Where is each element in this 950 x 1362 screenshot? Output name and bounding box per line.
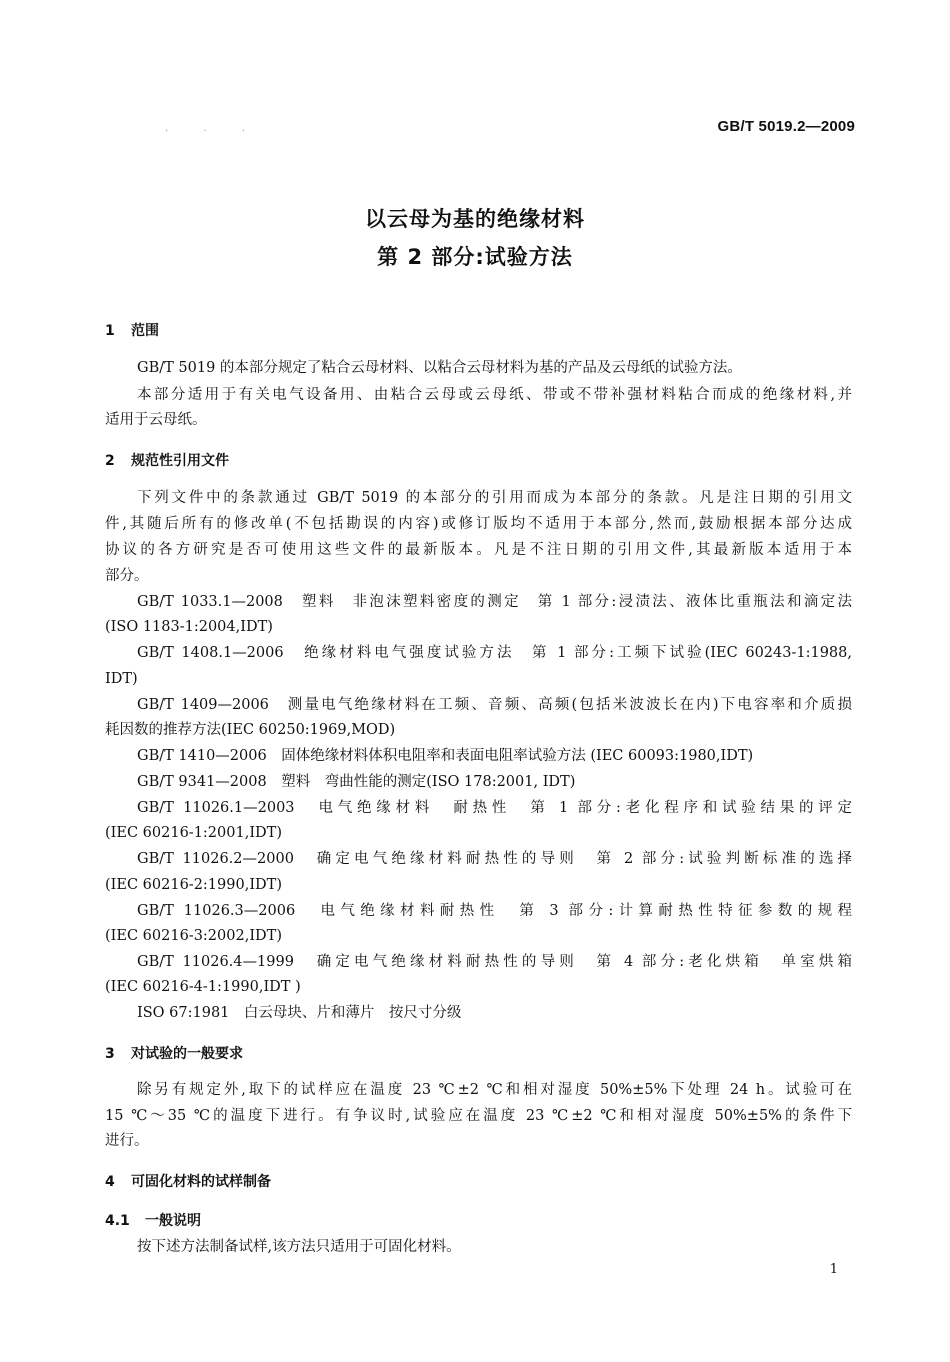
section-4-1-heading [105, 1210, 201, 1230]
reference-line: (IEC 60216-4-1:1990,IDT ) [105, 979, 301, 995]
section-title: 对试验的一般要求 [131, 1046, 243, 1062]
reference-line: IDT) [105, 671, 138, 687]
reference-line: GB/T 11026.1—2003 电气绝缘材料 耐热性 第 1 部分:老化程序和试验结果的评定 [137, 800, 852, 816]
reference-line: GB/T 9341—2008 塑料 弯曲性能的测定(ISO 178:2001, IDT) [137, 774, 576, 790]
standard-number: GB/T 5019.2—2009 [717, 118, 855, 135]
paragraph-line: 除另有规定外,取下的试样应在温度 23 ℃±2 ℃和相对湿度 50%±5%下处理 24 h。试验可在 [137, 1082, 852, 1098]
scan-artifact: · · · [165, 126, 261, 137]
paragraph-line: 协议的各方研究是否可使用这些文件的最新版本。凡是不注日期的引用文件,其最新版本适用于本 [105, 542, 852, 558]
reference-line: (IEC 60216-2:1990,IDT) [105, 877, 283, 893]
document-subtitle: 第 2 部分:试验方法 [377, 245, 573, 269]
paragraph-line: 按下述方法制备试样,该方法只适用于可固化材料。 [137, 1239, 461, 1255]
paragraph-line: 部分。 [105, 568, 149, 584]
reference-line: GB/T 1033.1—2008 塑料 非泡沫塑料密度的测定 第 1 部分:浸渍法、液体比重瓶法和滴定法 [137, 594, 852, 610]
section-title: 规范性引用文件 [131, 453, 229, 469]
section-number: 2 [105, 453, 115, 469]
section-number: 4.1 [105, 1213, 130, 1229]
reference-line: GB/T 1408.1—2006 绝缘材料电气强度试验方法 第 1 部分:工频下试验(IEC 60243-1:1988, [137, 645, 852, 661]
reference-line: ISO 67:1981 白云母块、片和薄片 按尺寸分级 [137, 1005, 462, 1021]
section-number: 3 [105, 1046, 115, 1062]
document-title: 以云母为基的绝缘材料 [365, 207, 585, 231]
reference-line: (IEC 60216-3:2002,IDT) [105, 928, 283, 944]
section-number: 1 [105, 323, 115, 339]
paragraph-line: 件,其随后所有的修改单(不包括勘误的内容)或修订版均不适用于本部分,然而,鼓励根据本部分达成 [105, 516, 852, 532]
reference-line: 耗因数的推荐方法(IEC 60250:1969,MOD) [105, 722, 396, 738]
section-4-heading [105, 1171, 271, 1191]
page-number: 1 [829, 1262, 838, 1277]
reference-line: GB/T 11026.4—1999 确定电气绝缘材料耐热性的导则 第 4 部分:老化烘箱 单室烘箱 [137, 954, 852, 970]
paragraph-line: 本部分适用于有关电气设备用、由粘合云母或云母纸、带或不带补强材料粘合而成的绝缘材料,并 [137, 387, 852, 403]
section-3-heading [105, 1043, 243, 1063]
paragraph-line: GB/T 5019 的本部分规定了粘合云母材料、以粘合云母材料为基的产品及云母纸的试验方法。 [137, 360, 742, 376]
paragraph-line: 15 ℃～35 ℃的温度下进行。有争议时,试验应在温度 23 ℃±2 ℃和相对湿度 50%±5%的条件下 [105, 1108, 852, 1124]
reference-line: GB/T 11026.2—2000 确定电气绝缘材料耐热性的导则 第 2 部分:试验判断标准的选择 [137, 851, 852, 867]
reference-line: GB/T 1410—2006 固体绝缘材料体积电阻率和表面电阻率试验方法 (IEC 60093:1980,IDT) [137, 748, 754, 764]
section-title: 范围 [131, 323, 159, 339]
reference-line: (ISO 1183-1:2004,IDT) [105, 619, 273, 635]
reference-line: GB/T 11026.3—2006 电气绝缘材料耐热性 第 3 部分:计算耐热性特征参数的规程 [137, 903, 852, 919]
section-2-heading [105, 450, 229, 470]
section-title: 一般说明 [145, 1213, 201, 1229]
section-1-heading [105, 320, 159, 340]
paragraph-line: 适用于云母纸。 [105, 412, 207, 428]
paragraph-line: 下列文件中的条款通过 GB/T 5019 的本部分的引用而成为本部分的条款。凡是注日期的引用文 [137, 490, 852, 506]
reference-line: GB/T 1409—2006 测量电气绝缘材料在工频、音频、高频(包括米波波长在内)下电容率和介质损 [137, 697, 852, 713]
section-title: 可固化材料的试样制备 [131, 1174, 271, 1190]
paragraph-line: 进行。 [105, 1133, 149, 1149]
reference-line: (IEC 60216-1:2001,IDT) [105, 825, 283, 841]
section-number: 4 [105, 1174, 115, 1190]
